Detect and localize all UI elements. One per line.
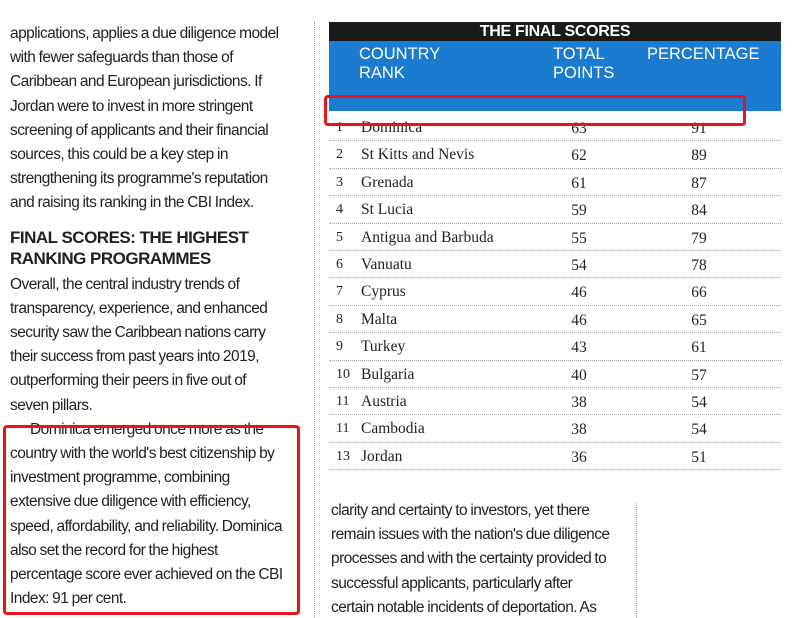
rank-cell: 6: [336, 256, 343, 272]
paragraph-overall-trends: [10, 273, 300, 418]
rank-cell: 3: [336, 174, 343, 190]
country-cell: Vanuatu: [361, 255, 412, 273]
right-article-column: [331, 499, 631, 618]
points-cell: 46: [571, 284, 587, 302]
table-row: [329, 443, 781, 470]
country-cell: Cambodia: [361, 420, 425, 438]
percentage-cell: 79: [691, 229, 707, 247]
text-line: outperforming their peers in five out of: [10, 372, 247, 390]
text-line: sources, this could be a key step in: [10, 146, 228, 164]
table-row: [329, 278, 781, 305]
text-line: extensive due diligence with efficiency,: [10, 493, 251, 511]
points-cell: 61: [571, 174, 587, 192]
table-body: [329, 114, 781, 470]
country-cell: Turkey: [361, 338, 406, 356]
table-row: [329, 251, 781, 278]
header-country-rank: [359, 45, 440, 83]
country-cell: Jordan: [361, 447, 403, 465]
text-line: successful applicants, particularly after: [331, 574, 573, 592]
points-cell: 46: [571, 311, 587, 329]
percentage-cell: 61: [691, 339, 707, 357]
rank-cell: 13: [336, 448, 350, 464]
percentage-cell: 89: [691, 147, 707, 165]
text-line: and raising its ranking in the CBI Index.: [10, 194, 254, 212]
percentage-cell: 91: [691, 120, 707, 137]
table-row: [329, 361, 781, 388]
table-row: [329, 333, 781, 360]
rank-cell: 4: [336, 202, 343, 218]
percentage-cell: 65: [691, 311, 707, 329]
table-row: [329, 169, 781, 196]
table-row: [329, 141, 781, 168]
text-line: speed, affordability, and reliability. Dominica: [10, 517, 282, 535]
rank-cell: 8: [336, 311, 343, 327]
percentage-cell: 51: [691, 448, 707, 466]
text-line: applications, applies a due diligence model: [10, 25, 279, 42]
text-line: strengthening its programme's reputation: [10, 170, 268, 188]
table-row: [329, 306, 781, 333]
points-cell: 36: [571, 448, 587, 466]
text-line: transparency, experience, and enhanced: [10, 299, 268, 317]
percentage-cell: 57: [691, 366, 707, 384]
text-line: Jordan were to invest in more stringent: [10, 97, 253, 115]
text-line: certain notable incidents of deportation. As: [331, 598, 597, 616]
percentage-cell: 66: [691, 284, 707, 302]
points-cell: 54: [571, 256, 587, 274]
rank-cell: 11: [336, 393, 350, 409]
percentage-cell: 54: [691, 421, 707, 439]
rank-cell: 10: [336, 366, 350, 382]
text-line: screening of applicants and their financial: [10, 121, 269, 139]
country-cell: Austria: [361, 392, 407, 410]
country-cell: Cyprus: [361, 283, 406, 301]
text-line: Overall, the central industry trends of: [10, 275, 240, 293]
section-heading: [10, 227, 300, 269]
text-line: seven pillars.: [10, 396, 93, 414]
rank-cell: 11: [336, 421, 350, 437]
table-row: [329, 388, 781, 415]
percentage-cell: 84: [691, 202, 707, 220]
points-cell: 59: [571, 202, 587, 220]
text-line: clarity and certainty to investors, yet there: [331, 502, 590, 519]
points-cell: 43: [571, 339, 587, 357]
percentage-cell: 54: [691, 393, 707, 411]
points-cell: 62: [571, 147, 587, 165]
rank-cell: 5: [336, 229, 343, 245]
header-total-points: [553, 45, 614, 83]
rank-cell: 1: [336, 120, 343, 135]
header-line: COUNTRY: [359, 45, 441, 63]
text-line: with fewer safeguards than those of: [10, 49, 233, 67]
country-cell: St Kitts and Nevis: [361, 146, 475, 164]
rank-cell: 2: [336, 147, 343, 163]
table-row: [329, 415, 781, 442]
rank-cell: 9: [336, 339, 343, 355]
points-cell: 38: [571, 421, 587, 439]
table-row: [329, 224, 781, 251]
country-cell: St Lucia: [361, 201, 414, 219]
points-cell: 40: [571, 366, 587, 384]
highlight-box-dominica-paragraph: [3, 425, 300, 615]
country-cell: Antigua and Barbuda: [361, 228, 494, 246]
text-line: percentage score ever achieved on the CBI: [10, 566, 283, 584]
country-cell: Dominica: [361, 119, 423, 136]
text-line: investment programme, combining: [10, 469, 230, 487]
points-cell: 55: [571, 229, 587, 247]
text-line: security saw the Caribbean nations carry: [10, 324, 266, 342]
country-cell: Bulgaria: [361, 365, 415, 383]
text-line: Index: 91 per cent.: [10, 590, 127, 608]
column-divider: [636, 503, 637, 618]
text-line: Dominica emerged once more as the: [30, 420, 264, 438]
highlight-box-dominica-row: [324, 95, 746, 126]
country-cell: Malta: [361, 310, 398, 328]
header-line: RANK: [359, 64, 405, 82]
text-line: country with the world's best citizenship by: [10, 445, 275, 463]
header-line: TOTAL: [553, 45, 605, 63]
header-percentage: [647, 45, 759, 64]
country-cell: Grenada: [361, 173, 414, 191]
table-title: THE FINAL SCORES: [329, 22, 781, 41]
text-line: processes and with the certainty provided to: [331, 550, 607, 568]
table-row: [329, 196, 781, 223]
header-line: PERCENTAGE: [647, 45, 760, 63]
text-line: remain issues with the nation's due diligence: [331, 526, 610, 544]
paragraph-jordan-due-diligence: [10, 22, 300, 216]
percentage-cell: 87: [691, 174, 707, 192]
points-cell: 63: [571, 120, 587, 137]
rank-cell: 7: [336, 284, 343, 300]
text-line: their success from past years into 2019,: [10, 348, 259, 366]
text-line: also set the record for the highest: [10, 541, 218, 559]
column-divider: [314, 22, 315, 618]
heading-line: FINAL SCORES: THE HIGHEST: [10, 227, 249, 247]
text-line: Caribbean and European jurisdictions. If: [10, 73, 262, 91]
points-cell: 38: [571, 393, 587, 411]
header-line: POINTS: [553, 64, 615, 82]
heading-line: RANKING PROGRAMMES: [10, 248, 211, 268]
final-scores-table: [329, 22, 781, 470]
percentage-cell: 78: [691, 256, 707, 274]
